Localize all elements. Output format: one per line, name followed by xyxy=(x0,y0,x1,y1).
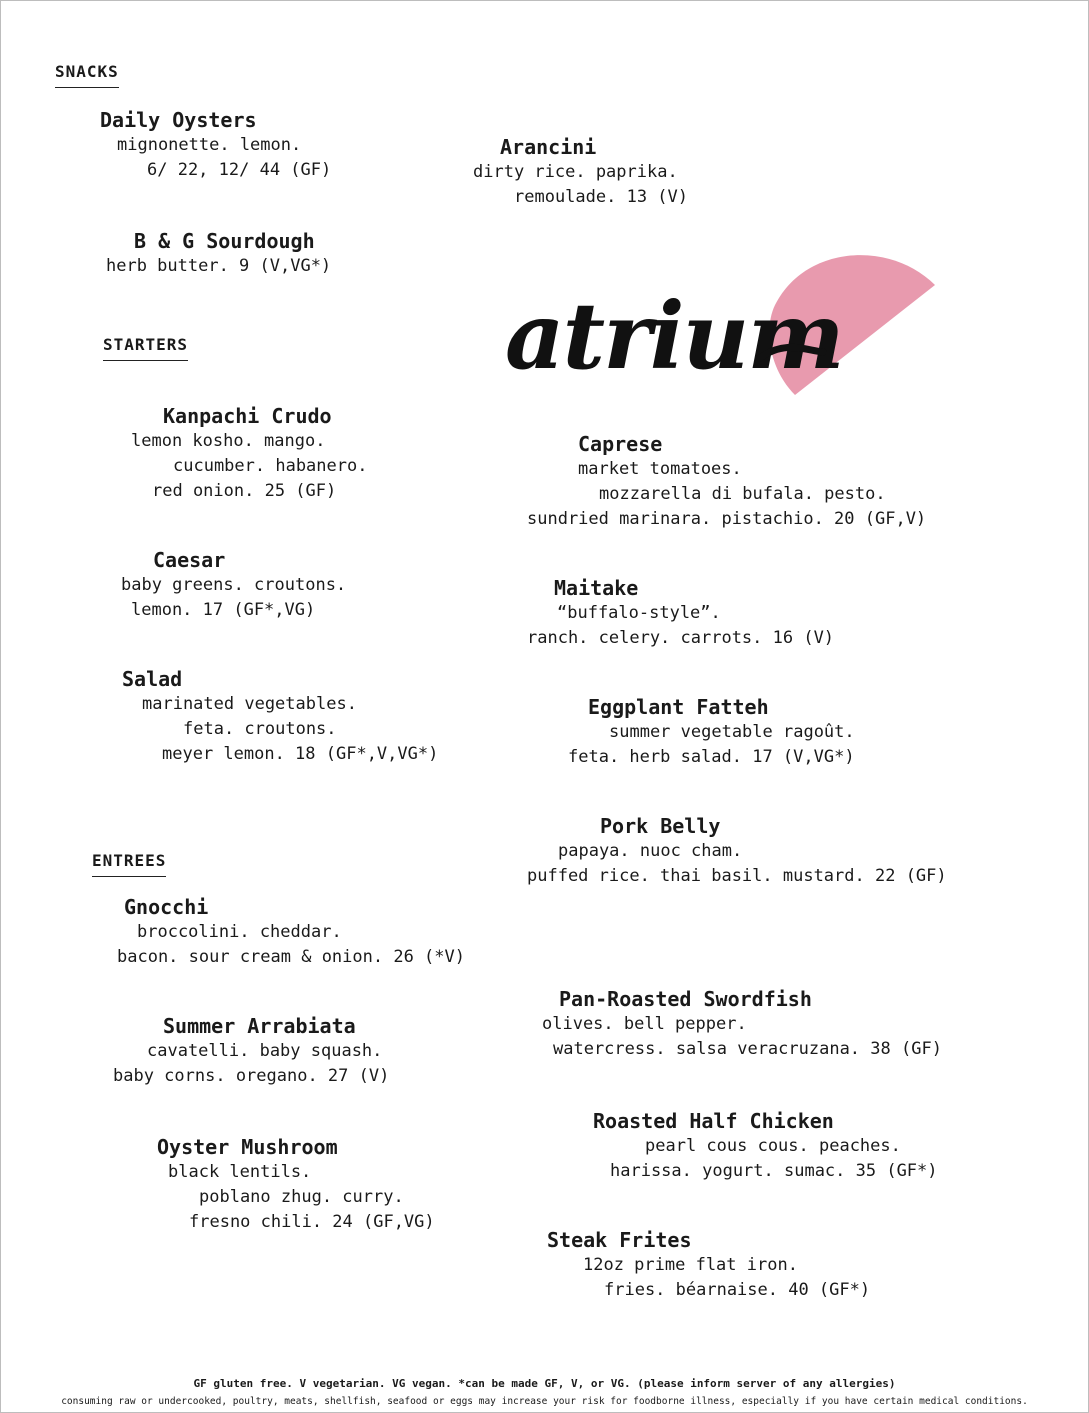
item-title: Pork Belly xyxy=(600,814,721,838)
logo-wordmark: atrium xyxy=(505,282,843,390)
item-line: fries. béarnaise. 40 (GF*) xyxy=(604,1280,871,1300)
item-line: meyer lemon. 18 (GF*,V,VG*) xyxy=(162,744,439,764)
item-line: poblano zhug. curry. xyxy=(199,1187,404,1207)
item-title: Kanpachi Crudo xyxy=(163,404,332,428)
menu-item-eggplant-fatteh xyxy=(568,694,855,770)
atrium-logo xyxy=(505,250,945,400)
section-header-snacks: SNACKS xyxy=(55,62,119,88)
section-header-starters: STARTERS xyxy=(103,335,188,361)
menu-item-kanpachi-crudo xyxy=(131,403,367,504)
item-line: feta. herb salad. 17 (V,VG*) xyxy=(568,747,855,767)
menu-item-maitake xyxy=(527,575,834,651)
item-line: bacon. sour cream & onion. 26 (*V) xyxy=(117,947,465,967)
food-safety-warning: consuming raw or undercooked, poultry, meats, shellfish, seafood or eggs may increase your risk for foodborne illness, especially if you have certain medical conditions. xyxy=(61,1396,1028,1407)
item-title: B & G Sourdough xyxy=(134,229,315,253)
item-line: 6/ 22, 12/ 44 (GF) xyxy=(147,160,332,180)
menu-item-arancini xyxy=(473,134,688,210)
item-line: mozzarella di bufala. pesto. xyxy=(599,484,886,504)
menu-item-pan-roasted-swordfish xyxy=(542,986,942,1062)
item-line: papaya. nuoc cham. xyxy=(558,841,743,861)
item-line: harissa. yogurt. sumac. 35 (GF*) xyxy=(610,1161,938,1181)
menu-item-gnocchi xyxy=(117,894,465,970)
item-line: pearl cous cous. peaches. xyxy=(645,1136,901,1156)
menu-item-salad xyxy=(122,666,438,767)
item-line: market tomatoes. xyxy=(578,459,742,479)
item-title: Caprese xyxy=(578,432,663,456)
menu-item-steak-frites xyxy=(547,1227,870,1303)
section-header-entrees: ENTREES xyxy=(92,851,166,877)
item-line: summer vegetable ragoût. xyxy=(609,722,855,742)
item-title: Daily Oysters xyxy=(100,108,257,132)
item-title: Caesar xyxy=(153,548,226,572)
item-line: herb butter. 9 (V,VG*) xyxy=(106,256,332,276)
item-title: Gnocchi xyxy=(124,895,209,919)
item-title: Maitake xyxy=(554,576,639,600)
item-line: lemon. 17 (GF*,VG) xyxy=(131,600,316,620)
item-line: broccolini. cheddar. xyxy=(137,922,342,942)
item-title: Arancini xyxy=(500,135,597,159)
menu-item-caprese xyxy=(527,431,926,532)
item-title: Eggplant Fatteh xyxy=(588,695,769,719)
item-title: Salad xyxy=(122,667,183,691)
item-title: Steak Frites xyxy=(547,1228,692,1252)
menu-item-summer-arrabiata xyxy=(113,1013,389,1089)
item-line: “buffalo-style”. xyxy=(557,603,721,623)
item-line: baby greens. croutons. xyxy=(121,575,347,595)
item-line: remoulade. 13 (V) xyxy=(514,187,688,207)
item-line: sundried marinara. pistachio. 20 (GF,V) xyxy=(527,509,927,529)
item-line: watercress. salsa veracruzana. 38 (GF) xyxy=(553,1039,942,1059)
item-line: ranch. celery. carrots. 16 (V) xyxy=(527,628,835,648)
menu-item-caesar xyxy=(121,547,346,623)
dietary-legend: GF gluten free. V vegetarian. VG vegan. *can be made GF, V, or VG. (please inform server of any allergies) xyxy=(193,1377,896,1390)
item-line: dirty rice. paprika. xyxy=(473,162,678,182)
item-line: puffed rice. thai basil. mustard. 22 (GF) xyxy=(527,866,947,886)
item-line: cucumber. habanero. xyxy=(173,456,368,476)
menu-item-sourdough xyxy=(106,228,331,279)
menu-item-roasted-half-chicken xyxy=(593,1108,938,1184)
item-line: mignonette. lemon. xyxy=(117,135,302,155)
item-line: red onion. 25 (GF) xyxy=(152,481,337,501)
item-title: Oyster Mushroom xyxy=(157,1135,338,1159)
item-line: marinated vegetables. xyxy=(142,694,357,714)
item-title: Summer Arrabiata xyxy=(163,1014,356,1038)
item-line: baby corns. oregano. 27 (V) xyxy=(113,1066,390,1086)
item-line: cavatelli. baby squash. xyxy=(147,1041,383,1061)
menu-item-pork-belly xyxy=(527,813,947,889)
item-line: olives. bell pepper. xyxy=(542,1014,747,1034)
item-line: black lentils. xyxy=(168,1162,312,1182)
item-line: 12oz prime flat iron. xyxy=(583,1255,798,1275)
menu-item-daily-oysters xyxy=(100,107,331,183)
item-line: feta. croutons. xyxy=(183,719,337,739)
menu-item-oyster-mushroom xyxy=(157,1134,435,1235)
item-title: Pan-Roasted Swordfish xyxy=(559,987,812,1011)
item-line: lemon kosho. mango. xyxy=(131,431,326,451)
item-line: fresno chili. 24 (GF,VG) xyxy=(189,1212,435,1232)
item-title: Roasted Half Chicken xyxy=(593,1109,834,1133)
